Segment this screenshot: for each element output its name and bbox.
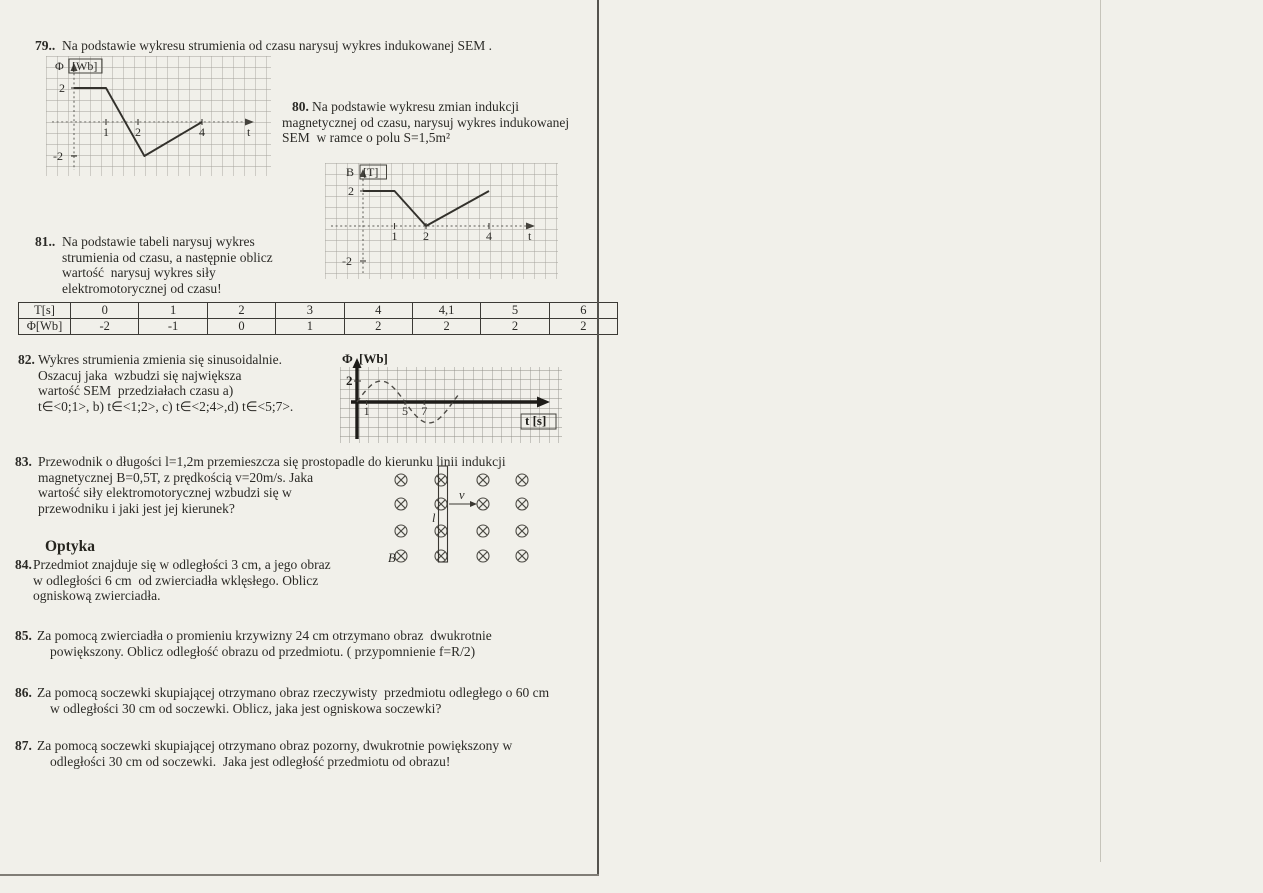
problem-text — [35, 38, 595, 54]
problem-text — [15, 738, 605, 769]
svg-text:2: 2 — [423, 229, 429, 243]
svg-text:1: 1 — [391, 229, 398, 243]
table-cell: 1 — [276, 319, 344, 335]
problem-87 — [15, 738, 605, 769]
svg-text:B: B — [346, 165, 355, 179]
text-line: Na podstawie tabeli narysuj wykres — [62, 234, 255, 249]
problem-text — [282, 99, 632, 146]
text-line: wartość siły elektromotorycznej wzbudzi się w — [38, 485, 292, 500]
text-line: Za pomocą soczewki skupiającej otrzymano obraz pozorny, dwukrotnie powiększony w — [37, 738, 513, 753]
table-cell: -1 — [139, 319, 207, 335]
table-cell: 3 — [276, 303, 344, 319]
svg-text:2: 2 — [135, 125, 141, 139]
table-cell: 4 — [344, 303, 412, 319]
table-row — [19, 319, 618, 335]
text-line: Za pomocą zwierciadła o promieniu krzywizny 24 cm otrzymano obraz dwukrotnie — [37, 628, 492, 643]
text-line: Przewodnik o długości l=1,2m przemieszcza się prostopadle do kierunku linii indukcji — [38, 454, 506, 469]
problem-85 — [15, 628, 605, 659]
table-cell: T[s] — [19, 303, 71, 319]
text-line: Na podstawie wykresu zmian indukcji — [312, 99, 519, 114]
text-line: Za pomocą soczewki skupiającej otrzymano obraz rzeczywisty przedmiotu odległego o 60 cm — [37, 685, 550, 700]
table-cell: 1 — [139, 303, 207, 319]
text-line: Na podstawie wykresu strumienia od czasu narysuj wykres indukowanej SEM . — [62, 38, 493, 53]
text-line: w odległości 6 cm od zwierciadła wklęsłego. Oblicz — [33, 572, 319, 588]
table-cell: 0 — [71, 303, 139, 319]
svg-text:2: 2 — [346, 373, 353, 388]
svg-text:t [s]: t [s] — [525, 413, 547, 428]
problem-text — [35, 234, 335, 296]
table-cell: 4,1 — [412, 303, 480, 319]
flux-time-chart — [46, 56, 271, 176]
svg-text:1: 1 — [363, 404, 370, 418]
page-fold-line — [1100, 0, 1101, 862]
magnetic-field-diagram — [385, 458, 550, 570]
table-cell: 2 — [344, 319, 412, 335]
svg-text:2: 2 — [348, 184, 354, 198]
text-line: odległości 30 cm od soczewki. Jaka jest odległość przedmiotu od obrazu! — [50, 753, 451, 769]
problem-text — [15, 685, 635, 716]
text-line: w odległości 30 cm od soczewki. Oblicz, jaka jest ogniskowa soczewki? — [50, 700, 442, 716]
text-line: t∈<0;1>, b) t∈<1;2>, c) t∈<2;4>,d) t∈<5;7>. — [38, 398, 294, 414]
page-edge-vertical — [597, 0, 599, 876]
table-row — [19, 303, 618, 319]
text-line: magnetycznej od czasu, narysuj wykres indukowanej — [282, 114, 570, 130]
table-cell: -2 — [71, 319, 139, 335]
text-line: SEM w ramce o polu S=1,5m² — [282, 130, 451, 145]
svg-text:-2: -2 — [342, 254, 352, 268]
problem-number: 87. — [15, 738, 32, 753]
svg-text:7: 7 — [421, 404, 428, 418]
text-line: magnetycznej B=0,5T, z prędkością v=20m/s. Jaka — [38, 469, 314, 485]
section-heading-optyka: Optyka — [45, 538, 95, 555]
problem-86 — [15, 685, 635, 716]
svg-text:Φ: Φ — [342, 351, 353, 366]
problem-number: 84. — [15, 557, 32, 572]
table-cell: 6 — [549, 303, 617, 319]
svg-text:4: 4 — [199, 125, 205, 139]
page-edge-bottom — [0, 874, 599, 876]
text-line: elektromotorycznej od czasu! — [62, 280, 222, 296]
problem-79 — [35, 38, 595, 54]
text-line: wartość SEM przedziałach czasu a) — [38, 383, 234, 398]
problem-number: 85. — [15, 628, 32, 643]
table-cell: 5 — [481, 303, 549, 319]
text-line: przewodniku i jaki jest jej kierunek? — [38, 500, 235, 516]
table-cell: 0 — [207, 319, 275, 335]
problem-number: 82. — [18, 352, 35, 367]
text-line: Oszacuj jaka wzbudzi się największa — [38, 367, 242, 383]
problem-80 — [282, 99, 632, 146]
text-line: powiększony. Oblicz odległość obrazu od przedmiotu. ( przypomnienie f=R/2) — [50, 643, 476, 659]
text-line: wartość narysuj wykres siły — [62, 265, 216, 280]
flux-table — [18, 302, 618, 335]
table-cell: 2 — [412, 319, 480, 335]
table-cell: Φ[Wb] — [19, 319, 71, 335]
sine-flux-chart — [340, 351, 562, 443]
flux-table-body — [19, 303, 618, 335]
induction-time-chart — [325, 163, 558, 279]
svg-text:5: 5 — [402, 404, 408, 418]
problem-number: 80. — [292, 99, 309, 114]
problem-number: 81.. — [35, 234, 56, 249]
table-cell: 2 — [481, 319, 549, 335]
problem-number: 86. — [15, 685, 32, 700]
svg-text:[T]: [T] — [363, 165, 379, 179]
table-cell: 2 — [207, 303, 275, 319]
svg-text:-2: -2 — [53, 149, 63, 163]
problem-text — [15, 557, 375, 604]
svg-text:Φ: Φ — [55, 59, 64, 73]
svg-text:t: t — [247, 125, 251, 139]
problem-number: 79.. — [35, 38, 56, 53]
text-line: Przedmiot znajduje się w odległości 3 cm, a jego obraz — [33, 557, 331, 572]
svg-text:B: B — [388, 551, 396, 565]
svg-text:[Wb]: [Wb] — [359, 351, 388, 366]
problem-number: 83. — [15, 454, 32, 469]
svg-text:t: t — [528, 229, 532, 243]
problem-84 — [15, 557, 375, 604]
text-line: Wykres strumienia zmienia się sinusoidalnie. — [38, 352, 283, 367]
svg-text:l: l — [432, 511, 436, 525]
svg-text:[Wb]: [Wb] — [72, 59, 98, 73]
text-line: ogniskową zwierciadła. — [33, 588, 161, 603]
svg-text:4: 4 — [486, 229, 492, 243]
svg-text:v: v — [459, 488, 465, 502]
problem-text — [18, 352, 348, 414]
problem-81 — [35, 234, 335, 296]
text-line: strumienia od czasu, a następnie oblicz — [62, 249, 273, 265]
table-cell: 2 — [549, 319, 617, 335]
problem-82 — [18, 352, 348, 414]
svg-text:2: 2 — [59, 81, 65, 95]
problem-text — [15, 628, 605, 659]
svg-text:1: 1 — [103, 125, 109, 139]
